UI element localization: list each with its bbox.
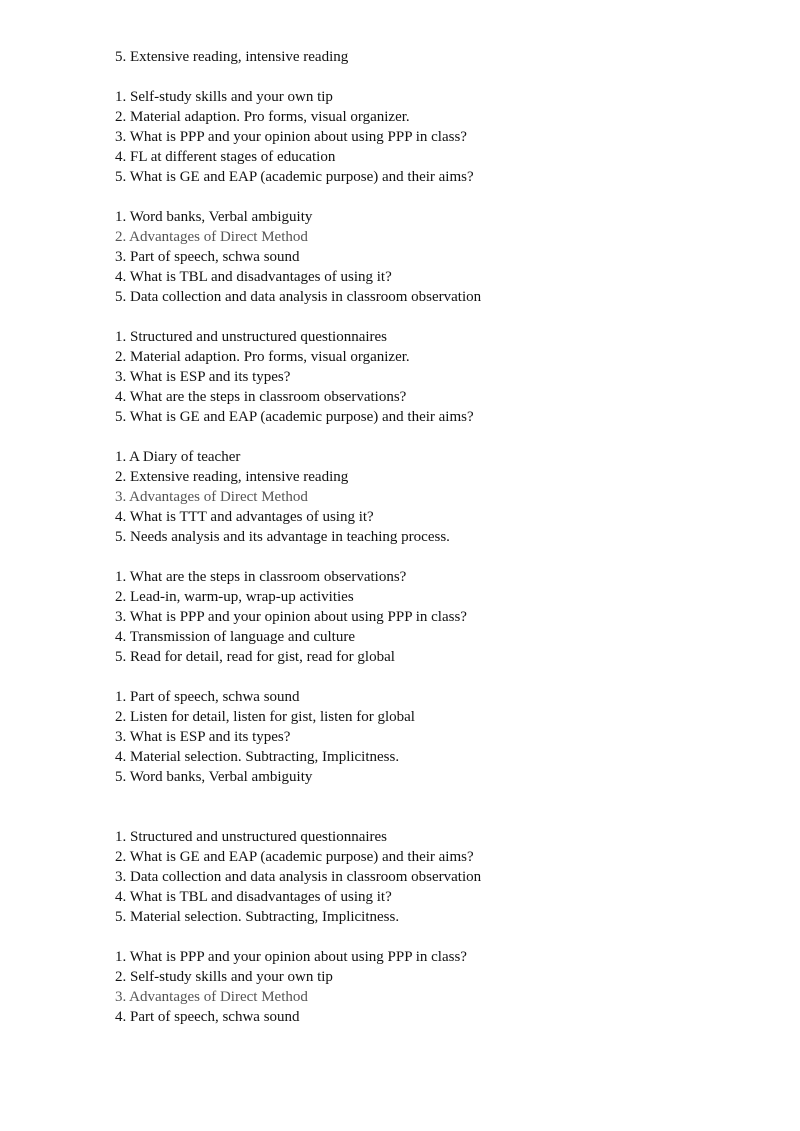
list-item: 2. Listen for detail, listen for gist, listen for global bbox=[115, 709, 415, 725]
question-block bbox=[115, 567, 467, 667]
list-item: 3. What is ESP and its types? bbox=[115, 369, 291, 385]
list-item: 4. FL at different stages of education bbox=[115, 149, 336, 165]
list-item: 1. Self-study skills and your own tip bbox=[115, 89, 333, 105]
list-item: 3. Advantages of Direct Method bbox=[115, 989, 308, 1005]
list-item: 3. Data collection and data analysis in classroom observation bbox=[115, 869, 482, 885]
question-block bbox=[115, 207, 481, 307]
list-item: 1. Word banks, Verbal ambiguity bbox=[115, 209, 313, 225]
question-block bbox=[115, 87, 474, 187]
list-item: 4. Material selection. Subtracting, Implicitness. bbox=[115, 749, 400, 765]
question-block bbox=[115, 47, 348, 67]
list-item: 5. Data collection and data analysis in classroom observation bbox=[115, 289, 482, 305]
list-item: 3. Part of speech, schwa sound bbox=[115, 249, 300, 265]
question-block bbox=[115, 687, 415, 787]
list-item: 4. What is TTT and advantages of using it? bbox=[115, 509, 374, 525]
list-item: 3. What is ESP and its types? bbox=[115, 729, 291, 745]
list-item: 3. Advantages of Direct Method bbox=[115, 489, 308, 505]
list-item: 2. Lead-in, warm-up, wrap-up activities bbox=[115, 589, 354, 605]
question-block bbox=[115, 327, 474, 427]
list-item: 2. Material adaption. Pro forms, visual organizer. bbox=[115, 109, 410, 125]
question-block bbox=[115, 827, 481, 927]
list-item: 1. A Diary of teacher bbox=[115, 449, 241, 465]
list-item: 2. What is GE and EAP (academic purpose) and their aims? bbox=[115, 849, 474, 865]
list-item: 5. Material selection. Subtracting, Implicitness. bbox=[115, 909, 400, 925]
list-item: 4. Transmission of language and culture bbox=[115, 629, 355, 645]
list-item: 4. What is TBL and disadvantages of using it? bbox=[115, 889, 392, 905]
list-item: 4. What is TBL and disadvantages of using it? bbox=[115, 269, 392, 285]
list-item: 5. Word banks, Verbal ambiguity bbox=[115, 769, 313, 785]
list-item: 1. What are the steps in classroom observations? bbox=[115, 569, 407, 585]
list-item: 2. Advantages of Direct Method bbox=[115, 229, 308, 245]
list-item: 2. Extensive reading, intensive reading bbox=[115, 469, 349, 485]
list-item: 1. Part of speech, schwa sound bbox=[115, 689, 300, 705]
list-item: 5. What is GE and EAP (academic purpose) and their aims? bbox=[115, 169, 474, 185]
list-item: 5. Read for detail, read for gist, read for global bbox=[115, 649, 395, 665]
list-item: 5. What is GE and EAP (academic purpose) and their aims? bbox=[115, 409, 474, 425]
question-block bbox=[115, 447, 450, 547]
list-item: 3. What is PPP and your opinion about using PPP in class? bbox=[115, 129, 467, 145]
list-item: 2. Material adaption. Pro forms, visual organizer. bbox=[115, 349, 410, 365]
list-item: 2. Self-study skills and your own tip bbox=[115, 969, 333, 985]
list-item: 5. Needs analysis and its advantage in teaching process. bbox=[115, 529, 450, 545]
question-block bbox=[115, 947, 467, 1027]
list-item: 4. Part of speech, schwa sound bbox=[115, 1009, 300, 1025]
list-item: 4. What are the steps in classroom observations? bbox=[115, 389, 407, 405]
list-item: 1. What is PPP and your opinion about using PPP in class? bbox=[115, 949, 467, 965]
list-item: 5. Extensive reading, intensive reading bbox=[115, 49, 349, 65]
list-item: 3. What is PPP and your opinion about using PPP in class? bbox=[115, 609, 467, 625]
list-item: 1. Structured and unstructured questionnaires bbox=[115, 829, 388, 845]
list-item: 1. Structured and unstructured questionnaires bbox=[115, 329, 388, 345]
